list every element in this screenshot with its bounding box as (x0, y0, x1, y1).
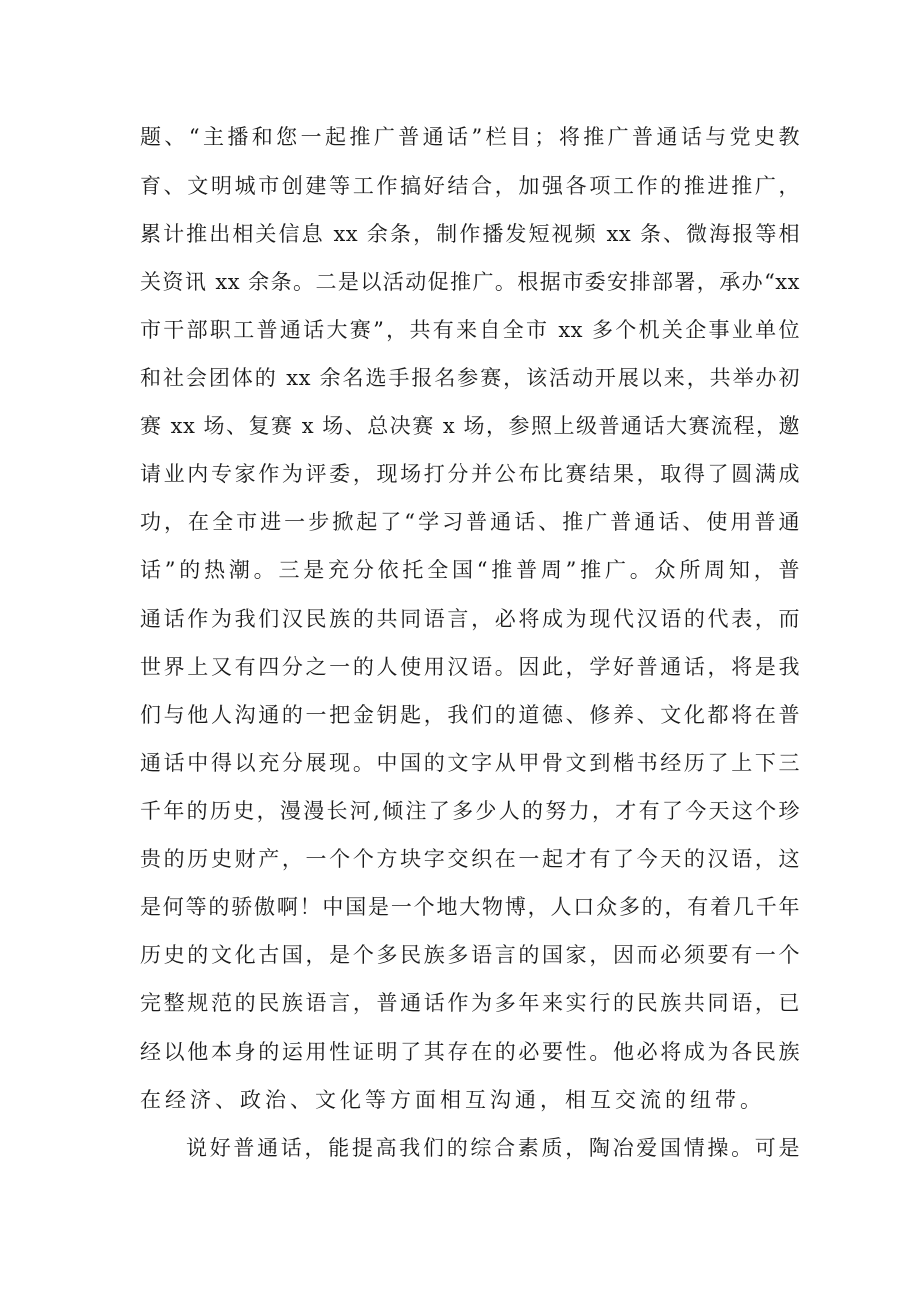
text-line: 在经济、政治、文化等方面相互沟通，相互交流的纽带。 (140, 1088, 765, 1112)
text-line: 完整规范的民族语言，普通话作为多年来实行的民族共同语，已 (140, 991, 800, 1015)
paragraph-first-line: 说好普通话，能提高我们的综合素质，陶冶爱国情操。可是 (186, 1136, 800, 1160)
text-line: 累计推出相关信息 xx 余条，制作播发短视频 xx 条、微海报等相 (140, 222, 800, 246)
text-line: 历史的文化古国，是个多民族多语言的国家，因而必须要有一个 (140, 943, 800, 967)
text-line: 育、文明城市创建等工作搞好结合，加强各项工作的推进推广， (140, 174, 800, 198)
text-line: 请业内专家作为评委，现场打分并公布比赛结果，取得了圆满成 (140, 462, 800, 486)
text-line: 们与他人沟通的一把金钥匙，我们的道德、修养、文化都将在普 (140, 703, 800, 727)
text-line: 贵的历史财产，一个个方块字交织在一起才有了今天的汉语，这 (140, 847, 800, 871)
text-line: 功，在全市进一步掀起了“学习普通话、推广普通话、使用普通 (140, 510, 800, 534)
text-line: 市干部职工普通话大赛”，共有来自全市 xx 多个机关企事业单位 (140, 318, 800, 342)
text-line: 千年的历史，漫漫长河,倾注了多少人的努力，才有了今天这个珍 (140, 799, 800, 823)
text-line: 和社会团体的 xx 余名选手报名参赛，该活动开展以来，共举办初 (140, 366, 800, 390)
text-line: 题、“主播和您一起推广普通话”栏目；将推广普通话与党史教 (140, 125, 800, 149)
text-line: 赛 xx 场、复赛 x 场、总决赛 x 场，参照上级普通话大赛流程，邀 (140, 414, 800, 438)
text-line: 世界上又有四分之一的人使用汉语。因此，学好普通话，将是我 (140, 655, 800, 679)
text-line: 是何等的骄傲啊！中国是一个地大物博，人口众多的，有着几千年 (140, 895, 800, 919)
text-line: 通话作为我们汉民族的共同语言，必将成为现代汉语的代表，而 (140, 607, 800, 631)
text-line: 经以他本身的运用性证明了其存在的必要性。他必将成为各民族 (140, 1040, 800, 1064)
text-line: 通话中得以充分展现。中国的文字从甲骨文到楷书经历了上下三 (140, 751, 800, 775)
text-line: 话”的热潮。三是充分依托全国“推普周”推广。众所周知，普 (140, 558, 800, 582)
text-line: 关资讯 xx 余条。二是以活动促推广。根据市委安排部署，承办“xx (140, 270, 800, 294)
